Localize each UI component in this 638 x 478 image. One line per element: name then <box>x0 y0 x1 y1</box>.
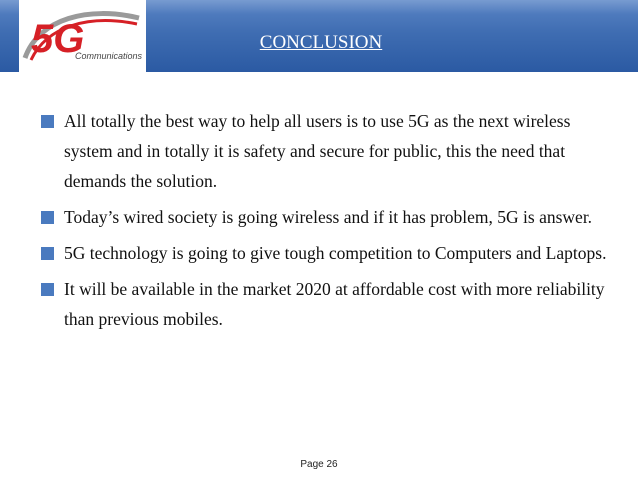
page-number: 26 <box>326 459 338 470</box>
bullet-item <box>38 238 618 268</box>
header-band <box>0 0 638 72</box>
logo <box>19 0 146 72</box>
bullet-item <box>38 274 618 334</box>
square-bullet-icon <box>41 115 54 128</box>
bullet-text: 5G technology is going to give tough competition to Computers and Laptops. <box>64 243 607 263</box>
5g-logo-graphic <box>19 0 146 72</box>
page-footer <box>0 459 638 470</box>
page-title: CONCLUSION <box>259 32 383 53</box>
bullet-text: Today’s wired society is going wireless and if it has problem, 5G is answer. <box>64 207 593 227</box>
bullet-text: All totally the best way to help all users is to use 5G as the next wireless system and in totally it is safety and secure for public, this the need that demands the solution. <box>64 111 571 191</box>
title-container <box>146 32 496 54</box>
logo-main-text: 5G <box>31 17 85 61</box>
square-bullet-icon <box>41 283 54 296</box>
square-bullet-icon <box>41 247 54 260</box>
square-bullet-icon <box>41 211 54 224</box>
page-label: Page <box>300 459 327 470</box>
bullet-item <box>38 106 618 196</box>
bullet-list <box>38 106 618 340</box>
bullet-text: It will be available in the market 2020 at affordable cost with more reliability than previous mobiles. <box>64 279 605 329</box>
bullet-item <box>38 202 618 232</box>
logo-sub-text: Communications <box>75 51 143 61</box>
